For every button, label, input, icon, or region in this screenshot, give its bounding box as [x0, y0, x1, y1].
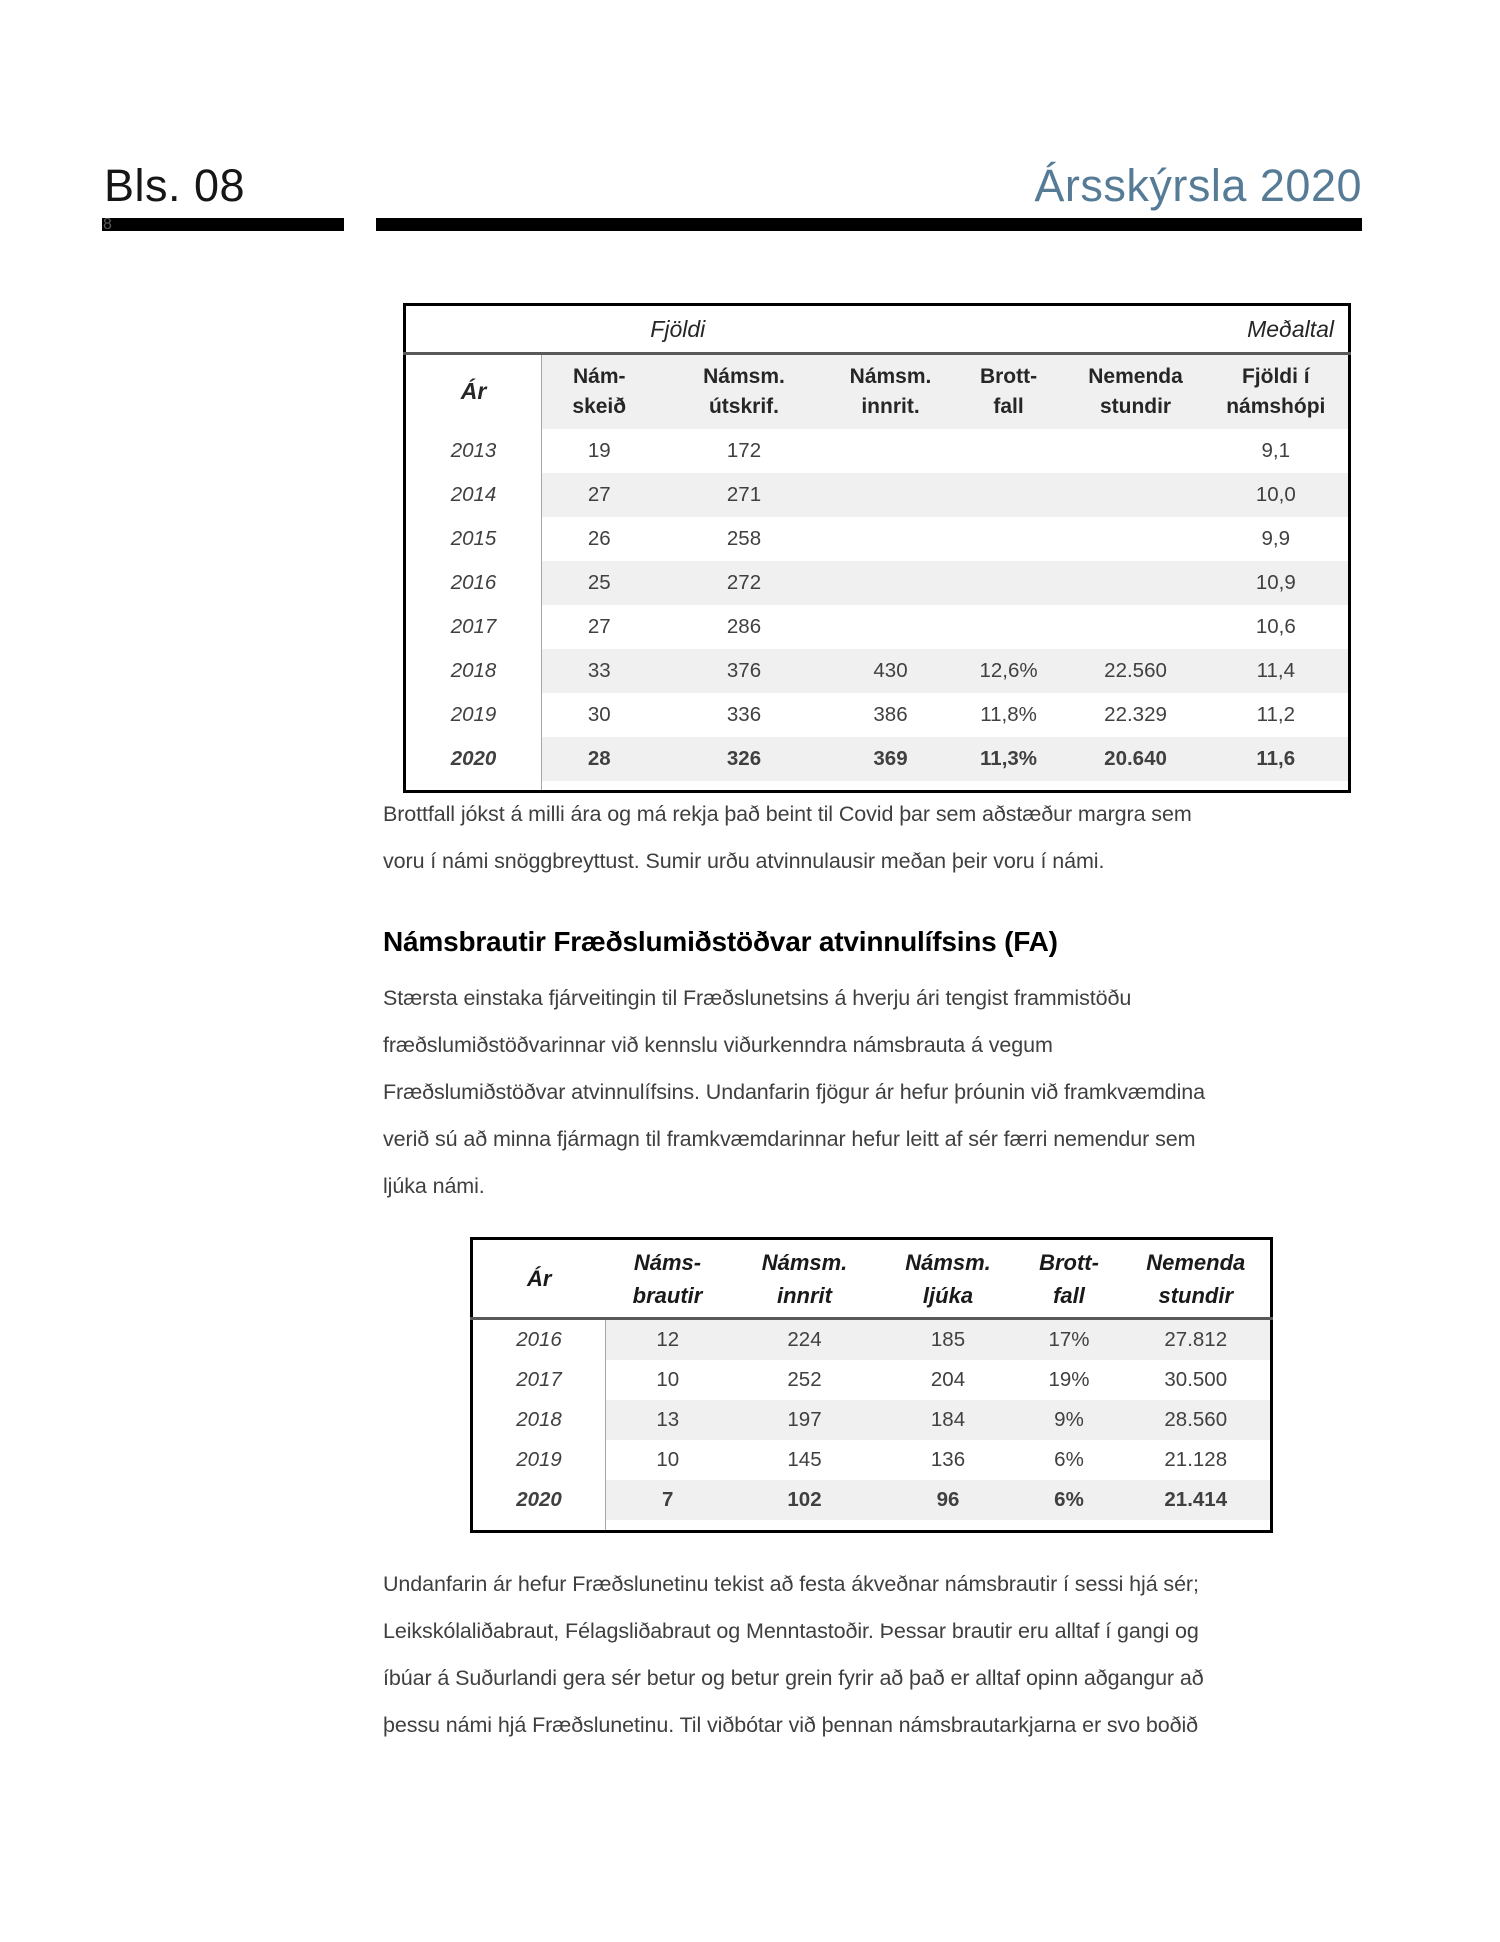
page-label: Bls. 08	[104, 160, 246, 211]
value-cell: 25	[542, 561, 657, 605]
paragraph-line: fræðslumiðstöðvarinnar við kennslu viðurkenndra námsbrauta á vegum	[383, 1033, 1053, 1057]
header-rule-right	[376, 218, 1362, 231]
year-cell: 2013	[405, 429, 542, 473]
year-cell: 2015	[405, 517, 542, 561]
value-cell: 184	[880, 1400, 1017, 1440]
year-cell: 2020	[472, 1480, 606, 1520]
value-cell: 19%	[1048, 1368, 1090, 1391]
year-cell: 2018	[472, 1400, 606, 1440]
value-cell: 6%	[1017, 1480, 1122, 1520]
page-number-mark: 8	[103, 216, 112, 233]
year-cell: 2017	[405, 605, 542, 649]
value-cell: 258	[726, 527, 762, 550]
value-cell: 272	[657, 561, 832, 605]
table-row	[405, 517, 1350, 561]
value-cell	[832, 429, 950, 473]
table-row	[405, 649, 1350, 693]
value-cell: 19	[587, 439, 611, 462]
value-cell: 286	[726, 615, 762, 638]
value-cell: 369	[832, 737, 950, 781]
paragraph-line: Leikskólaliðabraut, Félagsliðabraut og Menntastoðir. Þessar brautir eru alltaf í gangi og	[383, 1619, 1199, 1643]
value-cell	[950, 473, 1068, 517]
year-cell: 2018	[405, 649, 542, 693]
value-cell: 9,1	[1261, 439, 1291, 462]
column-header-row	[405, 354, 1350, 430]
table-row	[405, 473, 1350, 517]
table-row	[472, 1319, 1272, 1361]
paragraph-line: verið sú að minna fjármagn til framkvæmdarinnar hefur leitt af sér færri nemendur sem	[383, 1127, 1196, 1151]
value-cell: 11,2	[1256, 703, 1295, 726]
table-spacer-row	[405, 781, 1350, 792]
value-cell: 10,6	[1255, 615, 1296, 638]
value-cell	[950, 561, 1068, 605]
value-cell: 28.560	[1122, 1400, 1272, 1440]
report-title: Ársskýrsla 2020	[1034, 160, 1362, 211]
value-cell: 10,0	[1204, 473, 1350, 517]
value-cell	[832, 517, 950, 561]
table-row	[405, 605, 1350, 649]
value-cell: 185	[880, 1319, 1017, 1361]
value-cell	[832, 473, 950, 517]
column-header-brottfall: Brott- fall	[1017, 1239, 1122, 1319]
value-cell	[1068, 561, 1204, 605]
value-cell: 326	[657, 737, 832, 781]
value-cell: 33	[542, 649, 657, 693]
column-header-namskeid: Nám- skeið	[542, 354, 657, 430]
column-header-nemendastundir: Nemenda stundir	[1068, 354, 1204, 430]
group-header-row	[405, 305, 1350, 354]
value-cell: 11,6	[1204, 737, 1350, 781]
value-cell: 22.329	[1104, 703, 1167, 726]
paragraph-line: voru í námi snöggbreyttust. Sumir urðu atvinnulausir meðan þeir voru í námi.	[383, 849, 1105, 873]
value-cell: 7	[606, 1480, 730, 1520]
group-header-medaltal: Meðaltal	[950, 305, 1350, 354]
column-header-row	[472, 1239, 1272, 1319]
column-header-brottfall: Brott- fall	[950, 354, 1068, 430]
value-cell: 224	[730, 1319, 880, 1361]
value-cell: 21.128	[1164, 1448, 1228, 1471]
year-cell: 2017	[472, 1360, 606, 1400]
year-cell: 2019	[472, 1440, 606, 1480]
group-header-fjoldi: Fjöldi	[405, 305, 950, 354]
section-heading: Námsbrautir Fræðslumiðstöðvar atvinnulífsins (FA)	[383, 926, 1058, 957]
value-cell: 21.414	[1122, 1480, 1272, 1520]
value-cell: 26	[587, 527, 611, 550]
year-cell: 2016	[472, 1319, 606, 1361]
paragraph-line: Brottfall jókst á milli ára og má rekja það beint til Covid þar sem aðstæður margra sem	[383, 802, 1192, 826]
column-header-nemendastundir: Nemenda stundir	[1122, 1239, 1272, 1319]
value-cell	[1068, 473, 1204, 517]
column-header-namsm-utskrif: Námsm. útskrif.	[657, 354, 832, 430]
value-cell: 30	[587, 703, 611, 726]
value-cell: 102	[730, 1480, 880, 1520]
table-row	[472, 1480, 1272, 1520]
value-cell: 27	[542, 473, 657, 517]
value-cell: 252	[787, 1368, 822, 1391]
paragraph-brottfall	[383, 791, 1383, 885]
column-header-ar: Ár	[472, 1239, 606, 1319]
value-cell	[832, 605, 950, 649]
value-cell: 28	[542, 737, 657, 781]
column-header-namsm-innrit: Námsm. innrit	[730, 1239, 880, 1319]
paragraph-line: ljúka námi.	[383, 1174, 485, 1198]
value-cell: 11,8%	[980, 703, 1037, 726]
value-cell: 204	[930, 1368, 966, 1391]
column-header-fjoldi-i-namshopi: Fjöldi í námshópi	[1204, 354, 1350, 430]
value-cell	[1068, 517, 1204, 561]
value-cell	[950, 429, 1068, 473]
value-cell: 9,9	[1261, 527, 1291, 550]
value-cell: 27	[587, 615, 611, 638]
value-cell: 197	[730, 1400, 880, 1440]
value-cell	[1068, 605, 1204, 649]
year-cell: 2019	[405, 693, 542, 737]
value-cell: 430	[832, 649, 950, 693]
table-spacer-row	[472, 1520, 1272, 1532]
value-cell: 10,9	[1204, 561, 1350, 605]
value-cell	[1068, 429, 1204, 473]
value-cell: 9%	[1017, 1400, 1122, 1440]
value-cell: 10	[656, 1448, 680, 1471]
value-cell: 10	[656, 1368, 680, 1391]
table-row	[472, 1400, 1272, 1440]
value-cell: 136	[930, 1448, 966, 1471]
paragraph-line: íbúar á Suðurlandi gera sér betur og betur grein fyrir að það er alltaf opinn aðgangur að	[383, 1666, 1204, 1690]
header-rule-left	[102, 218, 344, 231]
column-header-namsm-innrit: Námsm. innrit.	[832, 354, 950, 430]
table-row	[405, 561, 1350, 605]
value-cell: 172	[726, 439, 762, 462]
paragraph-undanfarin	[383, 1561, 1383, 1749]
table-row	[405, 737, 1350, 781]
paragraph-line: Fræðslumiðstöðvar atvinnulífsins. Undanfarin fjögur ár hefur þróunin við framkvæmdina	[383, 1080, 1206, 1104]
table-row	[405, 429, 1350, 473]
value-cell	[832, 561, 950, 605]
paragraph-line: Undanfarin ár hefur Fræðslunetinu tekist að festa ákveðnar námsbrautir í sessi hjá sér;	[383, 1572, 1199, 1596]
value-cell: 271	[657, 473, 832, 517]
value-cell: 336	[726, 703, 762, 726]
column-header-namsm-ljuka: Námsm. ljúka	[880, 1239, 1017, 1319]
value-cell: 145	[787, 1448, 822, 1471]
value-cell	[950, 517, 1068, 561]
value-cell	[950, 605, 1068, 649]
value-cell: 386	[873, 703, 908, 726]
value-cell: 20.640	[1068, 737, 1204, 781]
year-cell: 2020	[405, 737, 542, 781]
value-cell: 17%	[1017, 1319, 1122, 1361]
value-cell: 11,3%	[950, 737, 1068, 781]
column-header-ar: Ár	[405, 354, 542, 430]
paragraph-namsbrautir	[383, 975, 1383, 1210]
paragraph-line: Stærsta einstaka fjárveitingin til Fræðslunetsins á hverju ári tengist frammistöðu	[383, 986, 1132, 1010]
table-row	[405, 693, 1350, 737]
course-statistics-table	[403, 303, 1351, 793]
table-row	[472, 1360, 1272, 1400]
value-cell: 376	[657, 649, 832, 693]
value-cell: 96	[880, 1480, 1017, 1520]
value-cell: 27.812	[1122, 1319, 1272, 1361]
value-cell: 6%	[1054, 1448, 1084, 1471]
value-cell: 11,4	[1204, 649, 1350, 693]
paragraph-line: þessu námi hjá Fræðslunetinu. Til viðbótar við þennan námsbrautarkjarna er svo boðið	[383, 1713, 1199, 1737]
year-cell: 2016	[405, 561, 542, 605]
value-cell: 13	[606, 1400, 730, 1440]
year-cell: 2014	[405, 473, 542, 517]
value-cell: 12	[606, 1319, 730, 1361]
column-header-namsbrautir: Náms- brautir	[606, 1239, 730, 1319]
table-row	[472, 1440, 1272, 1480]
value-cell: 12,6%	[950, 649, 1068, 693]
value-cell: 30.500	[1164, 1368, 1228, 1391]
study-track-table	[470, 1237, 1273, 1533]
value-cell: 22.560	[1068, 649, 1204, 693]
